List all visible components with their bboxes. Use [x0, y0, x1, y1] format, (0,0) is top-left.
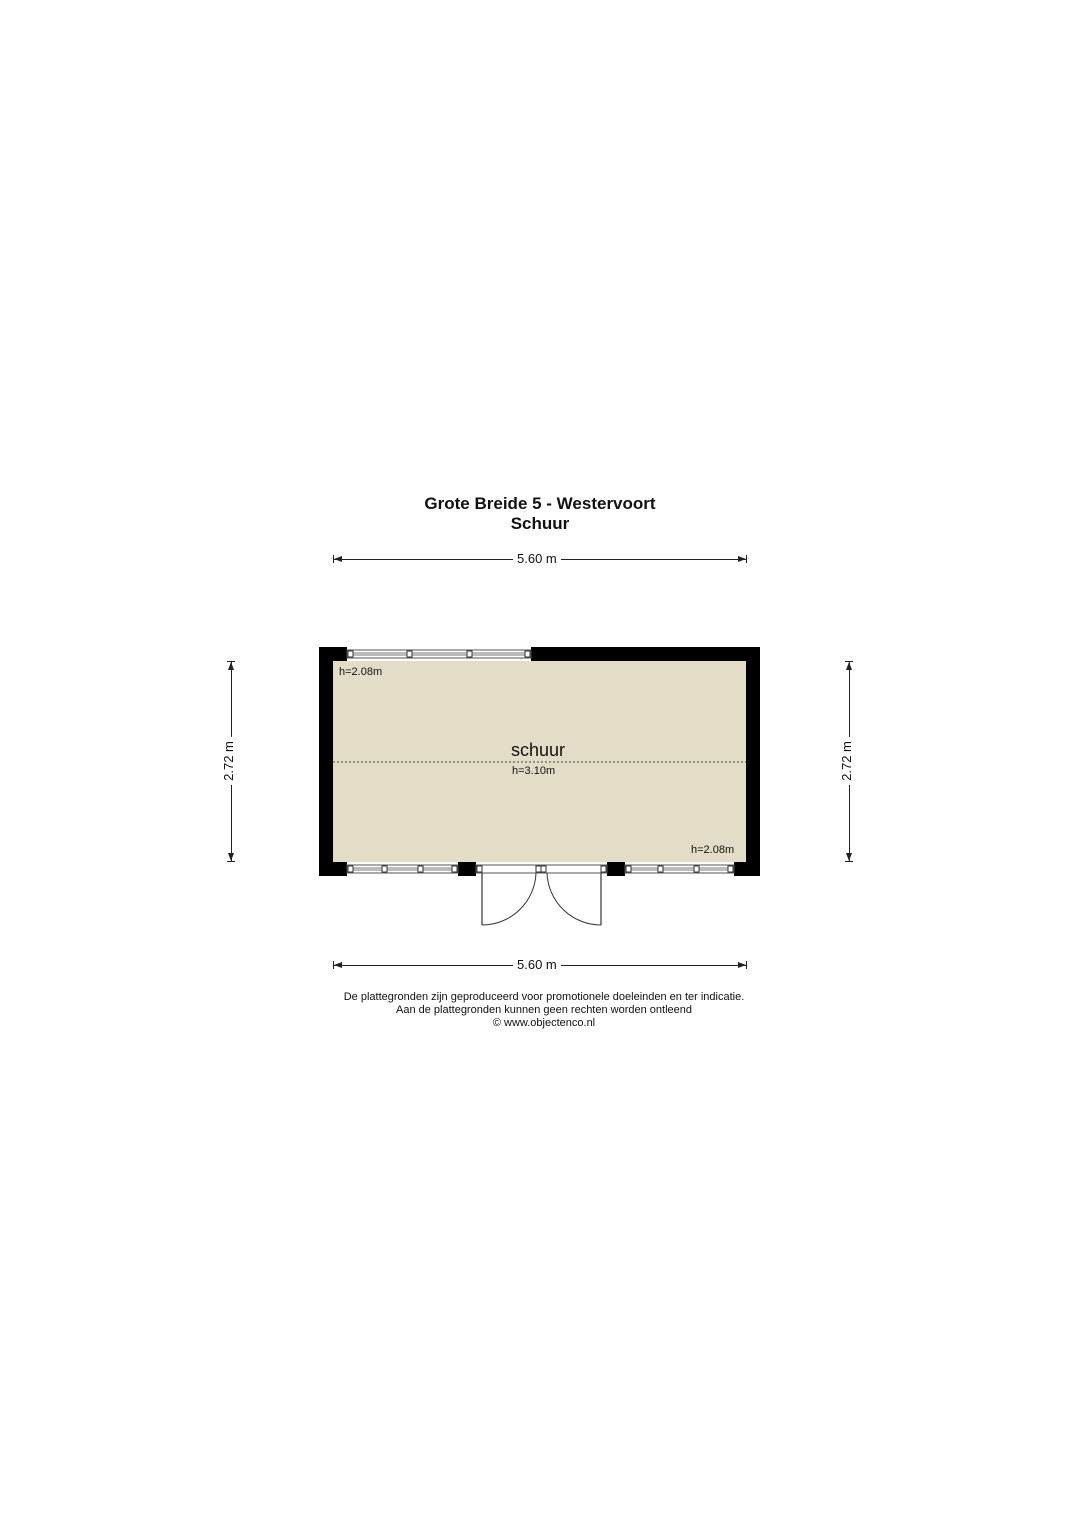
bottom-right-window [625, 865, 734, 873]
plan-subtitle: Schuur [510, 514, 570, 533]
plan-title: Grote Breide 5 - Westervoort [424, 494, 656, 513]
disclaimer-line-2: Aan de plattegronden kunnen geen rechten worden ontleend [395, 1004, 692, 1016]
wall-height-label-bottom-right: h=2.08m [691, 844, 735, 856]
left-wall [319, 647, 333, 876]
bottom-wall-left-segment [319, 862, 347, 876]
right-dimension-label: 2.72 m [839, 737, 855, 785]
door-pillar-left [458, 862, 476, 876]
top-window [347, 650, 531, 658]
disclaimer-line-1: De plattegronden zijn geproduceerd voor promotionele doeleinden en ter indicatie. [343, 991, 745, 1003]
door-pillar-right [607, 862, 625, 876]
wall-height-label-top-left: h=2.08m [339, 666, 383, 678]
top-dimension-label: 5.60 m [513, 551, 561, 567]
bottom-left-window [347, 865, 458, 873]
top-wall-right-segment [531, 647, 760, 661]
double-door [476, 865, 607, 925]
right-wall [746, 647, 760, 876]
left-dimension-label: 2.72 m [221, 737, 237, 785]
room-name: schuur [511, 740, 566, 760]
copyright-line: © www.objectenco.nl [492, 1017, 596, 1029]
bottom-dimension-label: 5.60 m [513, 957, 561, 973]
door-swing-arc-left [482, 873, 536, 925]
bottom-wall-right-segment [734, 862, 760, 876]
ridge-height-label: h=3.10m [512, 765, 556, 777]
top-wall-left-segment [319, 647, 347, 661]
door-swing-arc-right [547, 873, 601, 925]
